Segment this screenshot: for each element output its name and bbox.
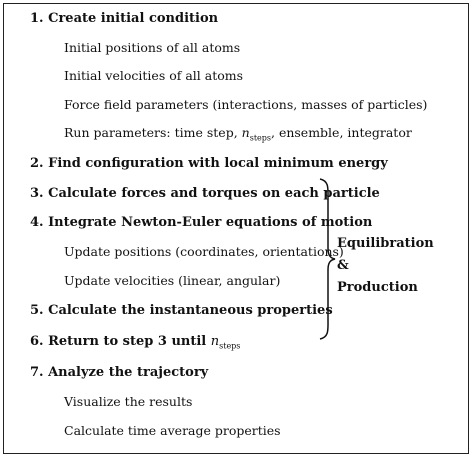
- step-1-sub-positions: Initial positions of all atoms: [64, 40, 241, 55]
- step-7-sub-visualize: Visualize the results: [64, 394, 193, 409]
- run-params-suffix: , ensemble, integrator: [271, 125, 412, 140]
- right-curly-brace: [318, 178, 338, 340]
- step-2-title: 2. Find configuration with local minimum energy: [30, 156, 388, 171]
- step-7-sub-time-average: Calculate time average properties: [64, 423, 281, 438]
- step-1-title: 1. Create initial condition: [30, 11, 219, 26]
- step-6-title: [30, 335, 240, 351]
- step-1-sub-force-field: Force field parameters (interactions, masses of particles): [64, 97, 428, 112]
- n-steps-symbol: $n_{steps}$: [210, 334, 241, 351]
- step-7-title: 7. Analyze the trajectory: [30, 365, 209, 380]
- step-4-title: 4. Integrate Newton-Euler equations of motion: [30, 215, 373, 230]
- step-1-sub-velocities: Initial velocities of all atoms: [64, 68, 244, 83]
- step-4-sub-velocities: Update velocities (linear, angular): [64, 273, 281, 288]
- run-params-prefix: Run parameters: time step,: [64, 125, 242, 140]
- step-5-title: 5. Calculate the instantaneous properties: [30, 303, 333, 318]
- n-steps-symbol: $n_{steps}$: [241, 125, 271, 143]
- step-3-title: 3. Calculate forces and torques on each particle: [30, 186, 380, 201]
- side-label-ampersand: &: [337, 258, 349, 273]
- step-4-sub-positions: Update positions (coordinates, orientations): [64, 244, 344, 259]
- side-label-production: Production: [337, 280, 418, 295]
- side-label-equilibration: Equilibration: [337, 236, 434, 251]
- step-6-label: 6. Return to step 3 until: [30, 334, 211, 349]
- step-1-sub-run-parameters: [64, 127, 412, 143]
